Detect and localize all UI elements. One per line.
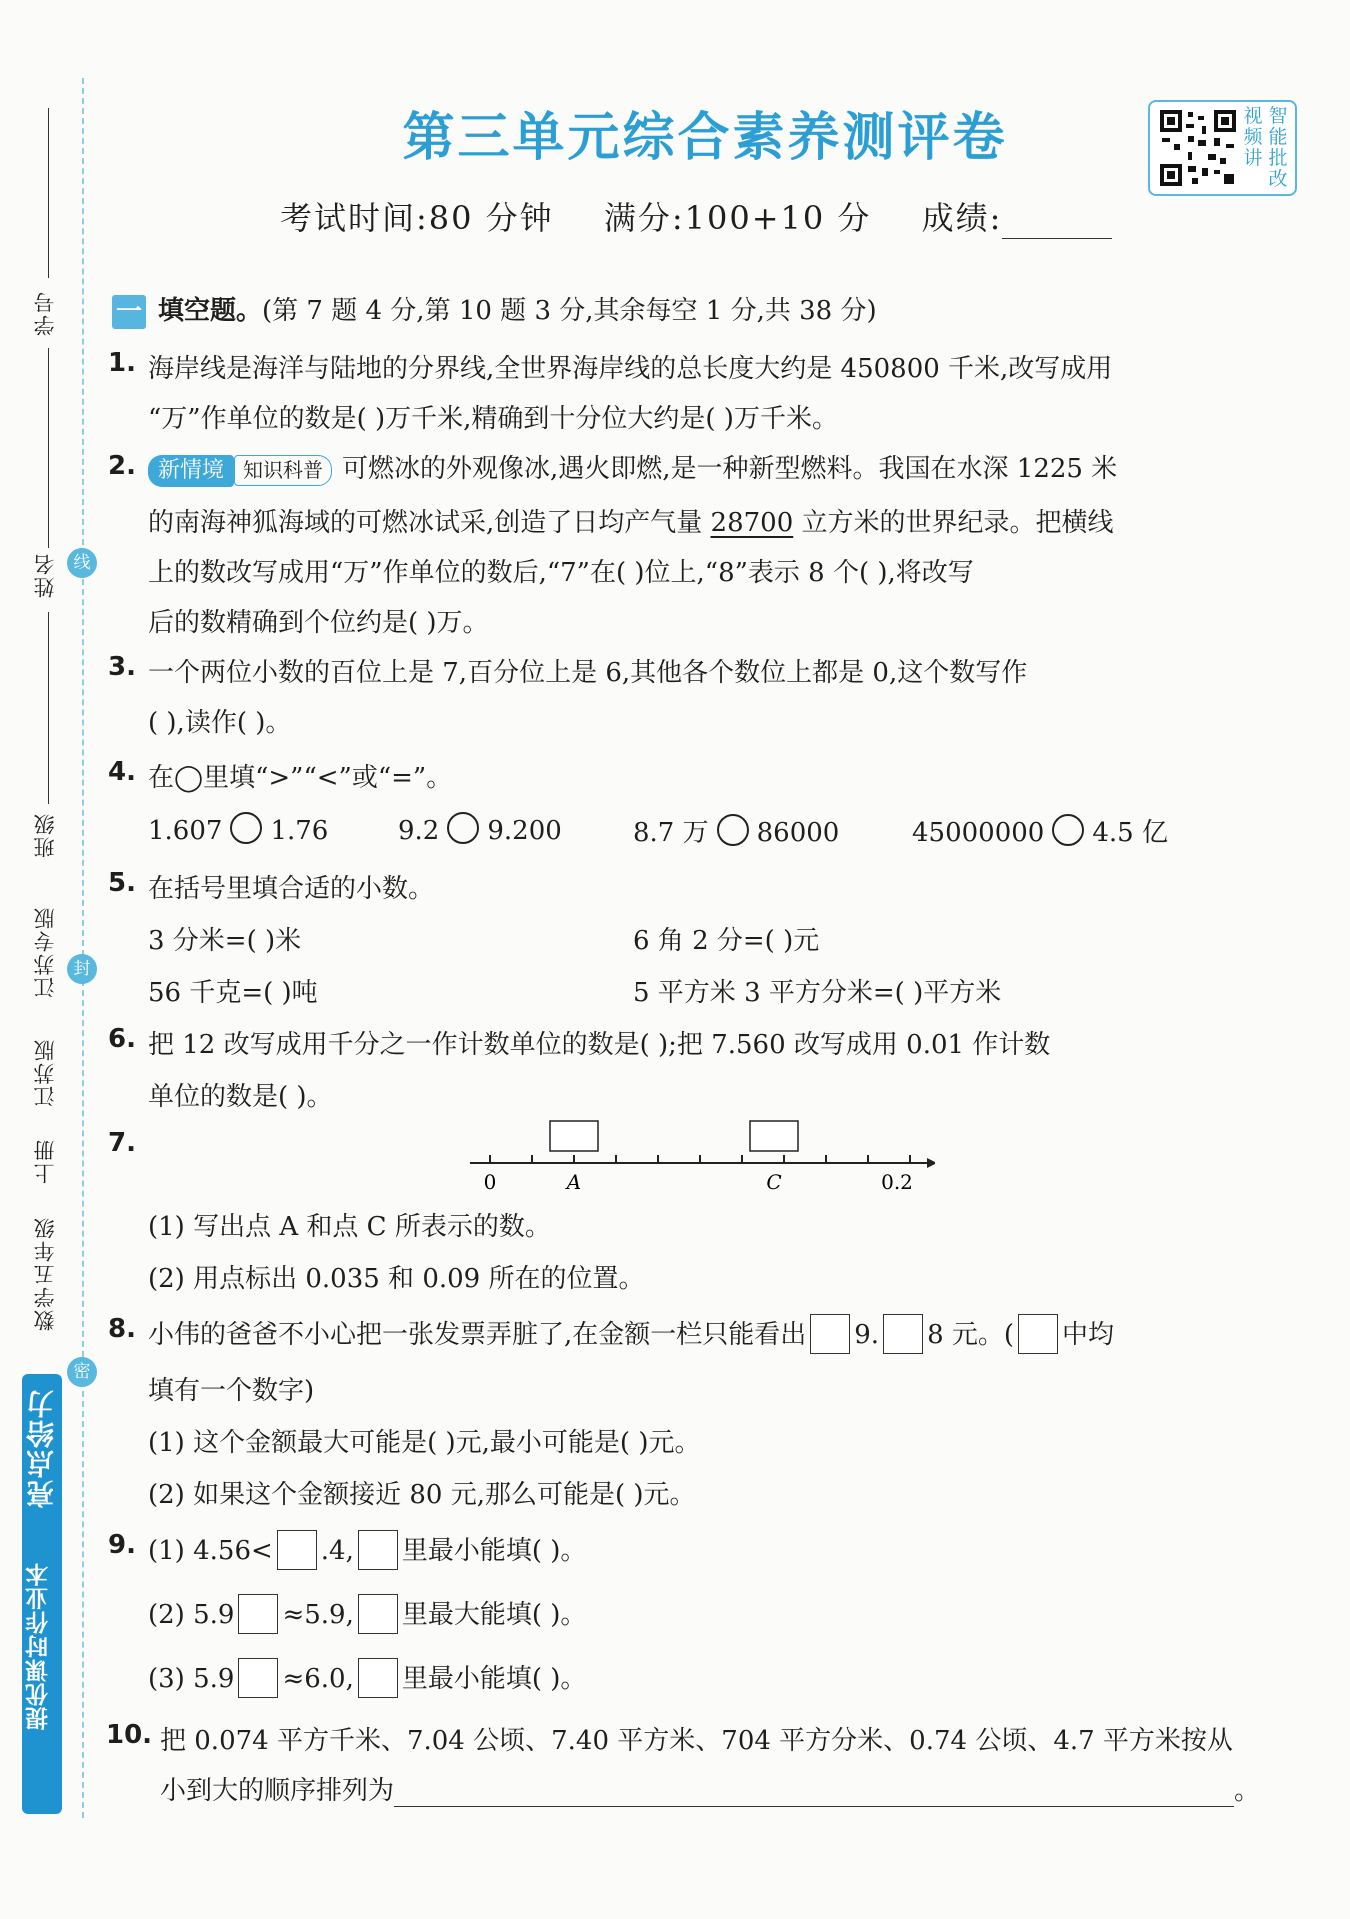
q8-line1-c: 8 元。( xyxy=(927,1320,1015,1350)
compare-circle[interactable] xyxy=(447,812,479,844)
point-a-label: A xyxy=(566,1170,582,1194)
q8-line2: 填有一个数字) xyxy=(148,1376,315,1406)
q9-sub1-a: (1) 4.56< xyxy=(148,1536,273,1566)
q9-sub3-b: ≈6.0, xyxy=(282,1664,354,1694)
q7-sub2: (2) 用点标出 0.035 和 0.09 所在的位置。 xyxy=(148,1264,645,1294)
full-score: 满分:100+10 分 xyxy=(603,199,872,237)
q2-line2-a: 的南海神狐海域的可燃冰试采,创造了日均产气量 xyxy=(148,508,711,538)
axis-start-label: 0 xyxy=(483,1170,497,1194)
q9-sub2 xyxy=(148,1594,586,1634)
seal-seal-mark: 封 xyxy=(67,954,97,984)
q5-line1: 在括号里填合适的小数。 xyxy=(148,874,435,904)
qr-label-left: 视频讲 xyxy=(1243,105,1263,169)
q9-digit-box[interactable] xyxy=(277,1530,317,1570)
q3-line1: 一个两位小数的百位上是 7,百分位上是 6,其他各个数位上都是 0,这个数写作 xyxy=(148,658,1028,688)
score-label: 成绩: xyxy=(921,199,1003,237)
brand-banner xyxy=(22,1374,62,1814)
page-title: 第三单元综合素养测评卷 xyxy=(402,108,1008,168)
brand-small: 提优课时作业本 xyxy=(26,1562,52,1730)
q4-b-right: 9.200 xyxy=(487,816,562,846)
new-context-tag: 新情境 xyxy=(148,455,234,487)
q4-b-left: 9.2 xyxy=(398,816,440,846)
q10-end-mark: 。 xyxy=(1234,1776,1261,1806)
compare-circle[interactable] xyxy=(717,814,749,846)
volume-label: 上册 xyxy=(33,1138,57,1184)
name-blank[interactable] xyxy=(48,348,49,548)
q2-line3: 上的数改写成用“万”作单位的数后,“7”在( )位上,“8”表示 8 个( ),将改写 xyxy=(148,558,974,588)
q4-d-right: 4.5 亿 xyxy=(1092,818,1168,848)
q4-line1: 在◯里填“>”“<”或“=”。 xyxy=(148,763,453,793)
q6-number: 6. xyxy=(108,1024,136,1054)
student-id-label: 学号 xyxy=(33,290,57,336)
point-a-answer-box xyxy=(550,1121,598,1151)
section-badge: 一 xyxy=(112,295,146,329)
grade-label: 数学五年级 xyxy=(33,1216,57,1331)
q2-line1 xyxy=(148,448,1117,487)
number-line-ticks xyxy=(490,1155,910,1163)
q9-digit-box[interactable] xyxy=(358,1594,398,1634)
student-id-blank[interactable] xyxy=(48,108,49,278)
compare-circle[interactable] xyxy=(1052,814,1084,846)
q8-line1-d: 中均 xyxy=(1062,1320,1115,1350)
science-tag: 知识科普 xyxy=(234,455,332,486)
q10-line2-text: 小到大的顺序排列为 xyxy=(160,1776,395,1806)
q5-number: 5. xyxy=(108,868,136,898)
series-label: 江苏专版 xyxy=(33,906,57,998)
q9-sub3 xyxy=(148,1658,586,1698)
q9-sub3-a: (3) 5.9 xyxy=(148,1664,235,1694)
number-line-arrow-icon xyxy=(927,1158,935,1168)
q5-item-4: 5 平方米 3 平方分米=( )平方米 xyxy=(633,978,1002,1008)
q10-answer-line[interactable] xyxy=(394,1782,1234,1807)
score-blank[interactable] xyxy=(1002,212,1112,239)
section-header xyxy=(112,290,877,329)
q9-sub1-b: .4, xyxy=(320,1536,354,1566)
q5-item-1: 3 分米=( )米 xyxy=(148,926,302,956)
compare-circle[interactable] xyxy=(230,812,262,844)
q9-digit-box[interactable] xyxy=(358,1658,398,1698)
number-line xyxy=(465,1118,935,1198)
q6-line2: 单位的数是( )。 xyxy=(148,1082,333,1112)
q4-c-left: 8.7 万 xyxy=(633,818,709,848)
q9-sub3-c: 里最小能填( )。 xyxy=(401,1664,587,1694)
q2-number: 2. xyxy=(108,451,136,481)
q9-number: 9. xyxy=(108,1530,136,1560)
q4-compare-c xyxy=(633,812,839,849)
q10-number: 10. xyxy=(106,1720,153,1750)
q7-sub1: (1) 写出点 A 和点 C 所表示的数。 xyxy=(148,1212,551,1242)
qr-code-icon[interactable] xyxy=(1158,108,1238,188)
q9-digit-box[interactable] xyxy=(238,1594,278,1634)
q7-number: 7. xyxy=(108,1128,136,1158)
q8-number: 8. xyxy=(108,1314,136,1344)
binding-dashed-line xyxy=(82,78,84,1818)
q4-d-left: 45000000 xyxy=(912,818,1045,848)
point-c-answer-box xyxy=(750,1121,798,1151)
q9-sub2-a: (2) 5.9 xyxy=(148,1600,235,1630)
exam-time: 考试时间:80 分钟 xyxy=(280,199,554,237)
seal-dense-mark: 密 xyxy=(67,1357,97,1387)
q5-item-2: 6 角 2 分=( )元 xyxy=(633,926,820,956)
q1-line2: “万”作单位的数是( )万千米,精确到十分位大约是( )万千米。 xyxy=(148,404,838,434)
q9-digit-box[interactable] xyxy=(238,1658,278,1698)
edition-label: 江苏版 xyxy=(33,1038,57,1107)
q8-line1-a: 小伟的爸爸不小心把一张发票弄脏了,在金额一栏只能看出 xyxy=(148,1320,807,1350)
q4-compare-a xyxy=(148,812,328,846)
q1-line1: 海岸线是海洋与陆地的分界线,全世界海岸线的总长度大约是 450800 千米,改写成用 xyxy=(148,354,1113,384)
q8-digit-box[interactable] xyxy=(1018,1314,1058,1354)
q4-compare-b xyxy=(398,812,562,846)
q2-line4: 后的数精确到个位约是( )万。 xyxy=(148,608,489,638)
name-label: 姓名 xyxy=(33,552,57,598)
section-title: 填空题。 xyxy=(158,296,263,326)
q4-number: 4. xyxy=(108,757,136,787)
exam-info xyxy=(280,193,1150,239)
q8-line1 xyxy=(148,1314,1114,1354)
qr-panel[interactable] xyxy=(1148,100,1297,196)
q8-sub1: (1) 这个金额最大可能是( )元,最小可能是( )元。 xyxy=(148,1428,701,1458)
axis-end-label: 0.2 xyxy=(881,1170,913,1194)
section-note: (第 7 题 4 分,第 10 题 3 分,其余每空 1 分,共 38 分) xyxy=(262,296,877,326)
q8-line1-b: 9. xyxy=(854,1320,880,1350)
brand-big: 亮点给力 xyxy=(25,1388,58,1508)
q4-a-left: 1.607 xyxy=(148,816,223,846)
q2-line2 xyxy=(148,502,1114,539)
q9-sub2-c: 里最大能填( )。 xyxy=(401,1600,587,1630)
class-blank[interactable] xyxy=(48,612,49,804)
q3-number: 3. xyxy=(108,652,136,682)
q10-line1: 把 0.074 平方千米、7.04 公顷、7.40 平方米、704 平方分米、0.74 公顷、4.7 平方米按从 xyxy=(160,1726,1233,1756)
q9-digit-box[interactable] xyxy=(358,1530,398,1570)
q4-c-right: 86000 xyxy=(756,818,840,848)
q8-sub2: (2) 如果这个金额接近 80 元,那么可能是( )元。 xyxy=(148,1480,696,1510)
q9-sub1-c: 里最小能填( )。 xyxy=(401,1536,587,1566)
seal-line-mark: 线 xyxy=(67,548,97,578)
q2-line2-b: 立方米的世界纪录。把横线 xyxy=(793,508,1114,538)
q9-sub1 xyxy=(148,1530,586,1570)
q10-line2 xyxy=(160,1770,1260,1807)
q8-digit-box[interactable] xyxy=(810,1314,850,1354)
q5-item-3: 56 千克=( )吨 xyxy=(148,978,318,1008)
q8-digit-box[interactable] xyxy=(883,1314,923,1354)
q4-compare-d xyxy=(912,812,1168,849)
q9-sub2-b: ≈5.9, xyxy=(282,1600,354,1630)
q2-line1-text: 可燃冰的外观像冰,遇火即燃,是一种新型燃料。我国在水深 1225 米 xyxy=(342,454,1118,484)
class-label: 班级 xyxy=(33,812,57,858)
q3-line2: ( ),读作( )。 xyxy=(148,708,292,738)
q6-line1: 把 12 改写成用千分之一作计数单位的数是( );把 7.560 改写成用 0.01 作计数 xyxy=(148,1030,1051,1060)
q4-a-right: 1.76 xyxy=(270,816,329,846)
qr-label-right: 智能批改 xyxy=(1268,105,1288,190)
point-c-label: C xyxy=(766,1170,782,1194)
q1-number: 1. xyxy=(108,348,136,378)
q2-underlined-number: 28700 xyxy=(710,508,794,538)
